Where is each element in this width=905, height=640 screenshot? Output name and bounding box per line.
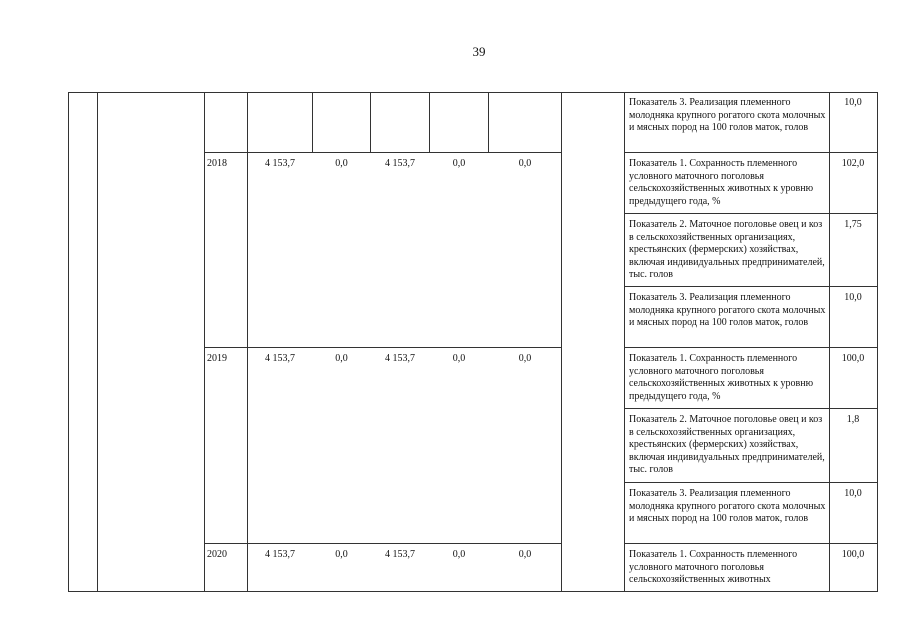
value-cell: 4 153,7 (265, 549, 295, 560)
value-cell: 0,0 (452, 353, 466, 364)
indicator-text: Показатель 1. Сохранность племенного условного маточного поголовья сельскохозяйственных животных (629, 549, 798, 585)
indicator-value: 10,0 (844, 97, 862, 108)
value-cell: 0,0 (335, 353, 348, 364)
indicator-value: 10,0 (844, 488, 862, 499)
year-cell: 2019 (207, 353, 227, 364)
value-cell: 4 153,7 (385, 549, 415, 560)
value-cell: 0,0 (335, 158, 348, 169)
indicator-value: 10,0 (844, 292, 862, 303)
indicator-value: 1,75 (844, 219, 862, 230)
indicator-value: 102,0 (841, 158, 865, 169)
value-cell: 4 153,7 (265, 158, 295, 169)
value-cell: 0,0 (518, 353, 532, 364)
indicator-text: Показатель 1. Сохранность племенного условного маточного поголовья сельскохозяйственных животных к уровню предыдущего года, % (629, 353, 814, 402)
value-cell: 0,0 (452, 549, 466, 560)
indicator-text: Показатель 3. Реализация племенного молодняка крупного рогатого скота молочных и мясных пород на 100 голов маток, голов (629, 97, 826, 133)
value-cell: 4 153,7 (385, 158, 415, 169)
value-cell: 4 153,7 (385, 353, 415, 364)
indicator-text: Показатель 2. Маточное поголовье овец и коз в сельскохозяйственных организациях, крестьянских (фермерских) хозяйствах, включая индивидуальных предпринимателей, тыс. голов (629, 414, 825, 475)
page-number: 39 (472, 44, 486, 59)
indicator-text: Показатель 2. Маточное поголовье овец и коз в сельскохозяйственных организациях, крестьянских (фермерских) хозяйствах, включая индивидуальных предпринимателей, тыс. голов (629, 219, 825, 280)
indicator-text: Показатель 1. Сохранность племенного условного маточного поголовья сельскохозяйственных животных к уровню предыдущего года, % (629, 158, 814, 207)
indicator-text: Показатель 3. Реализация племенного молодняка крупного рогатого скота молочных и мясных пород на 100 голов маток, голов (629, 488, 826, 524)
indicator-value: 1,8 (846, 414, 860, 425)
year-cell: 2018 (207, 158, 227, 169)
value-cell: 0,0 (452, 158, 466, 169)
value-cell: 4 153,7 (265, 353, 295, 364)
value-cell: 0,0 (518, 158, 532, 169)
indicator-value: 100,0 (841, 353, 865, 364)
year-cell: 2020 (207, 549, 227, 560)
indicator-value: 100,0 (841, 549, 865, 560)
value-cell: 0,0 (335, 549, 348, 560)
value-cell: 0,0 (518, 549, 532, 560)
indicator-text: Показатель 3. Реализация племенного молодняка крупного рогатого скота молочных и мясных пород на 100 голов маток, голов (629, 292, 826, 328)
